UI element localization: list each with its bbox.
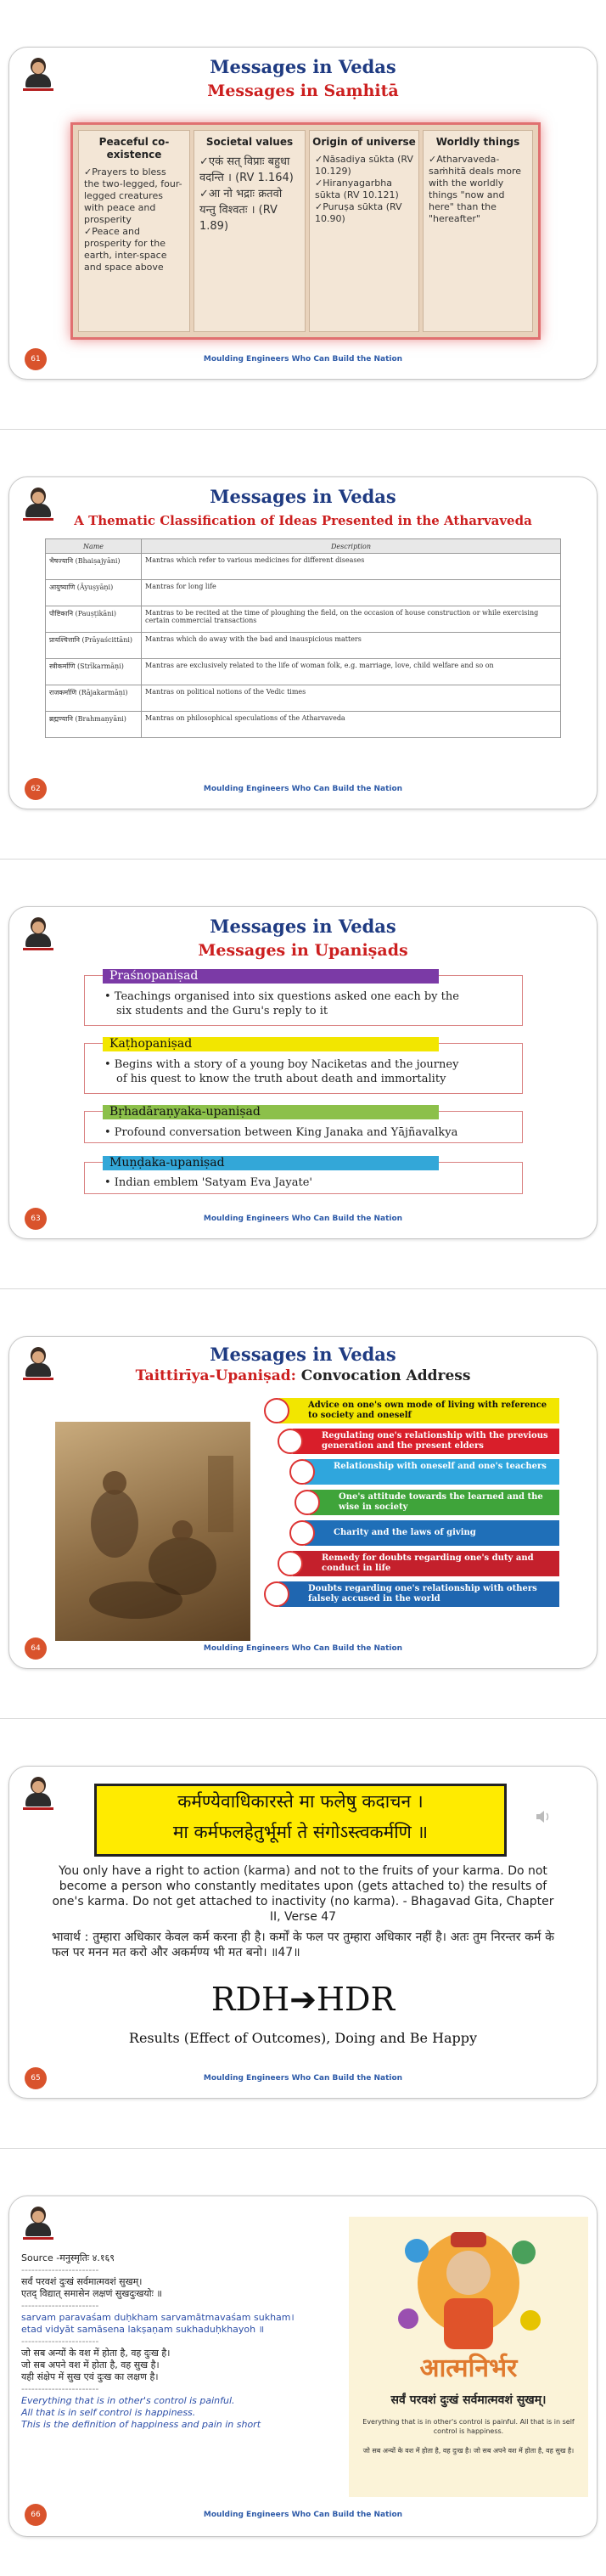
upanishad-label: Bṛhadāraṇyaka-upaniṣad xyxy=(103,1105,439,1119)
hindi-line: जो सब अन्यों के वश में होता है, वह दुःख है। xyxy=(21,2348,171,2359)
page-number: 61 xyxy=(25,348,47,370)
upanishad-text xyxy=(104,989,459,1018)
table-row xyxy=(46,712,561,738)
upanishad-label: Praśnopaniṣad xyxy=(103,969,439,984)
poster-title: आत्मनिर्भर xyxy=(419,2353,518,2383)
column-text: ✓Prayers to bless the two-legged, four-legged creatures with peace and prosperity ✓Peace and prosperity for the earth, inter-space and space above xyxy=(84,166,182,273)
footer-tagline: Moulding Engineers Who Can Build the Nation xyxy=(203,785,403,793)
table-cell: Mantras on political notions of the Vedic times xyxy=(142,685,561,712)
text-line: • Teachings organised into six questions asked one each by the xyxy=(104,990,459,1003)
table-row xyxy=(46,606,561,633)
text-line: • Indian emblem 'Satyam Eva Jayate' xyxy=(104,1176,312,1189)
slide-64 xyxy=(0,1289,606,1718)
english-line: Everything that is in other's control is painful. xyxy=(21,2395,235,2406)
english-line: This is the definition of happiness and pain in short xyxy=(21,2419,261,2430)
slide-title: Messages in Vedas xyxy=(210,1344,396,1365)
upanishad-label: Muṇḍaka-upaniṣad xyxy=(103,1156,439,1170)
slide-subtitle: Messages in Upaniṣads xyxy=(198,941,408,960)
slide-subtitle xyxy=(9,1367,597,1384)
slide-61 xyxy=(0,0,606,429)
slide-65 xyxy=(0,1719,606,2148)
speaker-avatar xyxy=(21,1775,55,1812)
text-line: • Begins with a story of a young boy Naciketas and the journey xyxy=(104,1058,459,1071)
slide-card xyxy=(8,47,598,380)
text-line: six students and the Guru's reply to it xyxy=(116,1005,328,1017)
upanishad-text xyxy=(104,1125,457,1140)
table-cell: भैषज्यानि (Bhaiṣajyāni) xyxy=(46,554,142,580)
taittiriya-item: Doubts regarding one's relationship with others falsely accused in the world xyxy=(279,1581,559,1607)
table-row xyxy=(46,554,561,580)
slide-62 xyxy=(0,430,606,859)
column-header: Description xyxy=(142,539,561,554)
bullet-circle xyxy=(278,1551,303,1576)
bullet-circle xyxy=(289,1459,315,1485)
slide-card xyxy=(8,906,598,1239)
slide-card xyxy=(8,2196,598,2537)
table-cell: राजकर्माणि (Rājakarmāṇi) xyxy=(46,685,142,712)
bullet-circle xyxy=(289,1520,315,1546)
text-line: • Profound conversation between King Janaka and Yājñavalkya xyxy=(104,1126,458,1139)
slide-title: Messages in Vedas xyxy=(210,486,396,507)
table-cell: Mantras for long life xyxy=(142,580,561,606)
table-cell: Mantras to be recited at the time of ploughing the field, on the occasion of house construction or while exercising certain commercial transactions xyxy=(142,606,561,633)
samhita-table xyxy=(70,122,541,340)
column-text: ✓एकं सत् विप्राः बहुधा वदन्ति । (RV 1.164) ✓आ नो भद्राः क्रतवो यन्तु विश्वतः । (RV 1.89) xyxy=(199,155,294,233)
footer-tagline: Moulding Engineers Who Can Build the Nation xyxy=(203,2511,403,2519)
divider: ----------------------- xyxy=(21,2300,99,2311)
slide-66 xyxy=(0,2149,606,2576)
taittiriya-item: Remedy for doubts regarding one's duty and conduct in life xyxy=(293,1551,559,1576)
slide-card xyxy=(8,1336,598,1669)
table-cell: Mantras on philosophical speculations of the Atharvaveda xyxy=(142,712,561,738)
sage-painting-image xyxy=(55,1422,250,1641)
slide-card xyxy=(8,476,598,809)
hindi-line: यही संक्षेप में सुख एवं दुःख का लक्षण है। xyxy=(21,2371,159,2382)
bullet-circle xyxy=(295,1490,320,1515)
page-number: 66 xyxy=(25,2504,47,2526)
table-cell: ब्रह्मण्यानि (Brahmaṇyāni) xyxy=(46,712,142,738)
page-number: 63 xyxy=(25,1208,47,1230)
slide-subtitle: A Thematic Classification of Ideas Presented in the Atharvaveda xyxy=(74,513,532,528)
footer-tagline: Moulding Engineers Who Can Build the Nation xyxy=(203,2074,403,2083)
source-line: Source -मनुस्मृतिः ४.१६९ xyxy=(21,2252,115,2263)
manusmriti-text xyxy=(21,2252,335,2431)
upanishad-text xyxy=(104,1057,458,1086)
table-cell: आयुष्याणि (Āyuṣyāṇi) xyxy=(46,580,142,606)
page-number: 64 xyxy=(25,1637,47,1660)
slide-card xyxy=(8,1766,598,2099)
table-cell: स्त्रीकर्माणि (Strīkarmāṇi) xyxy=(46,659,142,685)
samhita-column xyxy=(194,130,306,332)
samhita-column xyxy=(423,130,533,332)
hdr-text: HDR xyxy=(316,1981,396,2018)
sanskrit-line: एतद् विद्यात् समासेन लक्षणं सुखदुःखयोः ॥ xyxy=(21,2288,162,2299)
taittiriya-item: One's attitude towards the learned and the wise in society xyxy=(310,1490,559,1515)
divider: ----------------------- xyxy=(21,2336,99,2347)
table-cell: प्रायश्चित्तानि (Prāyaścittāni) xyxy=(46,633,142,659)
transliteration-line: etad vidyāt samāsena lakṣaṇam sukhaduḥkhayoh ॥ xyxy=(21,2324,265,2335)
hindi-meaning: भावार्थ : तुम्हारा अधिकार केवल कर्म करना ही है। कर्मों के फल पर तुम्हारा अधिकार नहीं है। अतः तुम निरन्तर कर्म के फल पर मनन मत करो और अकर्मण्य भी मत बनो। ॥47॥ xyxy=(52,1931,554,1959)
subtitle-red: Taittirīya-Upaniṣad: xyxy=(135,1367,296,1384)
table-row xyxy=(46,685,561,712)
slide-title: Messages in Vedas xyxy=(210,916,396,937)
slide-subtitle: Messages in Saṃhitā xyxy=(207,82,399,100)
arrow-icon: ➔ xyxy=(289,1981,317,2018)
atharvaveda-table xyxy=(45,538,561,738)
upanishad-label: Kaṭhopaniṣad xyxy=(103,1037,439,1051)
column-header: Name xyxy=(46,539,142,554)
verse-line: कर्मण्येवाधिकारस्ते मा फलेषु कदाचन । xyxy=(177,1791,424,1812)
speaker-icon[interactable] xyxy=(534,1807,553,1826)
page-number: 65 xyxy=(25,2067,47,2089)
hindi-line: जो सब अपने वश में होता है, वह सुख है। xyxy=(21,2359,160,2370)
subtitle-dark: Convocation Address xyxy=(295,1367,471,1384)
english-line: All that is in self control is happiness. xyxy=(21,2407,196,2418)
taittiriya-item: Advice on one's own mode of living with reference to society and oneself xyxy=(279,1398,559,1423)
poster-verse: सर्वं परवशं दुःखं सर्वमात्मवशं सुखम्। xyxy=(390,2393,547,2407)
bullet-circle xyxy=(264,1581,289,1607)
english-translation: You only have a right to action (karma) and not to the fruits of your karma. Do not become a person who constantly meditates upon (gets attached to) the results of one's karma. Do not get attached to inactivity (no karma). - Bhagavad Gita, Chapter II, Verse 47 xyxy=(52,1864,554,1924)
page-number: 62 xyxy=(25,778,47,800)
samhita-column xyxy=(309,130,419,332)
transliteration-line: sarvam paravaśam duḥkham sarvamātmavaśam sukham। xyxy=(21,2312,295,2323)
verse-line: मा कर्मफलहेतुर्भूर्मा ते संगोऽस्त्वकर्मणि ॥ xyxy=(172,1822,429,1842)
upanishad-text xyxy=(104,1175,312,1190)
table-cell: Mantras which refer to various medicines for different diseases xyxy=(142,554,561,580)
text-line: of his quest to know the truth about death and immortality xyxy=(116,1073,446,1085)
slide-title: Messages in Vedas xyxy=(210,56,396,77)
column-heading: Origin of universe xyxy=(312,136,416,148)
footer-tagline: Moulding Engineers Who Can Build the Nation xyxy=(203,1215,403,1223)
results-caption: Results (Effect of Outcomes), Doing and Be Happy xyxy=(128,2030,478,2046)
footer-tagline: Moulding Engineers Who Can Build the Nation xyxy=(203,1644,403,1653)
atmanirbhar-poster xyxy=(349,2217,588,2497)
table-row xyxy=(46,580,561,606)
column-text: ✓Atharvaveda-saṁhitā deals more with the worldly things "now and here" than the "hereafter" xyxy=(429,154,522,224)
bullet-circle xyxy=(264,1398,289,1423)
painting-illustration xyxy=(55,1422,250,1641)
table-cell: Mantras which do away with the bad and inauspicious matters xyxy=(142,633,561,659)
column-text: ✓Nāsadiya sūkta (RV 10.129) ✓Hiranyagarbha sūkta (RV 10.121) ✓Puruṣa sūkta (RV 10.90) xyxy=(315,154,413,224)
rdh-text: RDH xyxy=(210,1981,290,2018)
table-cell: Mantras are exclusively related to the life of woman folk, e.g. marriage, love, child welfare and so on xyxy=(142,659,561,685)
poster-hindi: जो सब अन्यों के वश में होता है, वह दुःख है। जो सब अपने वश में होता है, वह सुख है। xyxy=(362,2447,575,2455)
slide-63 xyxy=(0,860,606,1288)
taittiriya-item: Charity and the laws of giving xyxy=(305,1520,559,1546)
column-heading: Worldly things xyxy=(435,136,520,148)
divider: ----------------------- xyxy=(21,2264,99,2275)
column-heading: Societal values xyxy=(205,136,294,148)
taittiriya-item: Regulating one's relationship with the previous generation and the present elders xyxy=(293,1429,559,1454)
samhita-column xyxy=(78,130,190,332)
poster-english: Everything that is in other's control is painful. All that is in self control is happiness. xyxy=(362,2418,575,2435)
sanskrit-line: सर्वं परवशं दुःखं सर्वमात्मवशं सुखम्। xyxy=(21,2276,143,2287)
table-cell: पौष्टिकानि (Pauṣṭikāni) xyxy=(46,606,142,633)
bullet-circle xyxy=(278,1429,303,1454)
divider: ----------------------- xyxy=(21,2383,99,2394)
taittiriya-item: Relationship with oneself and one's teachers xyxy=(305,1459,559,1485)
column-heading: Peaceful co-existence xyxy=(98,136,170,161)
gita-verse-box xyxy=(94,1784,507,1857)
rdh-hdr-heading xyxy=(9,1981,597,2018)
table-row xyxy=(46,633,561,659)
speaker-avatar xyxy=(21,2205,55,2242)
footer-tagline: Moulding Engineers Who Can Build the Nation xyxy=(203,355,403,364)
table-row xyxy=(46,659,561,685)
